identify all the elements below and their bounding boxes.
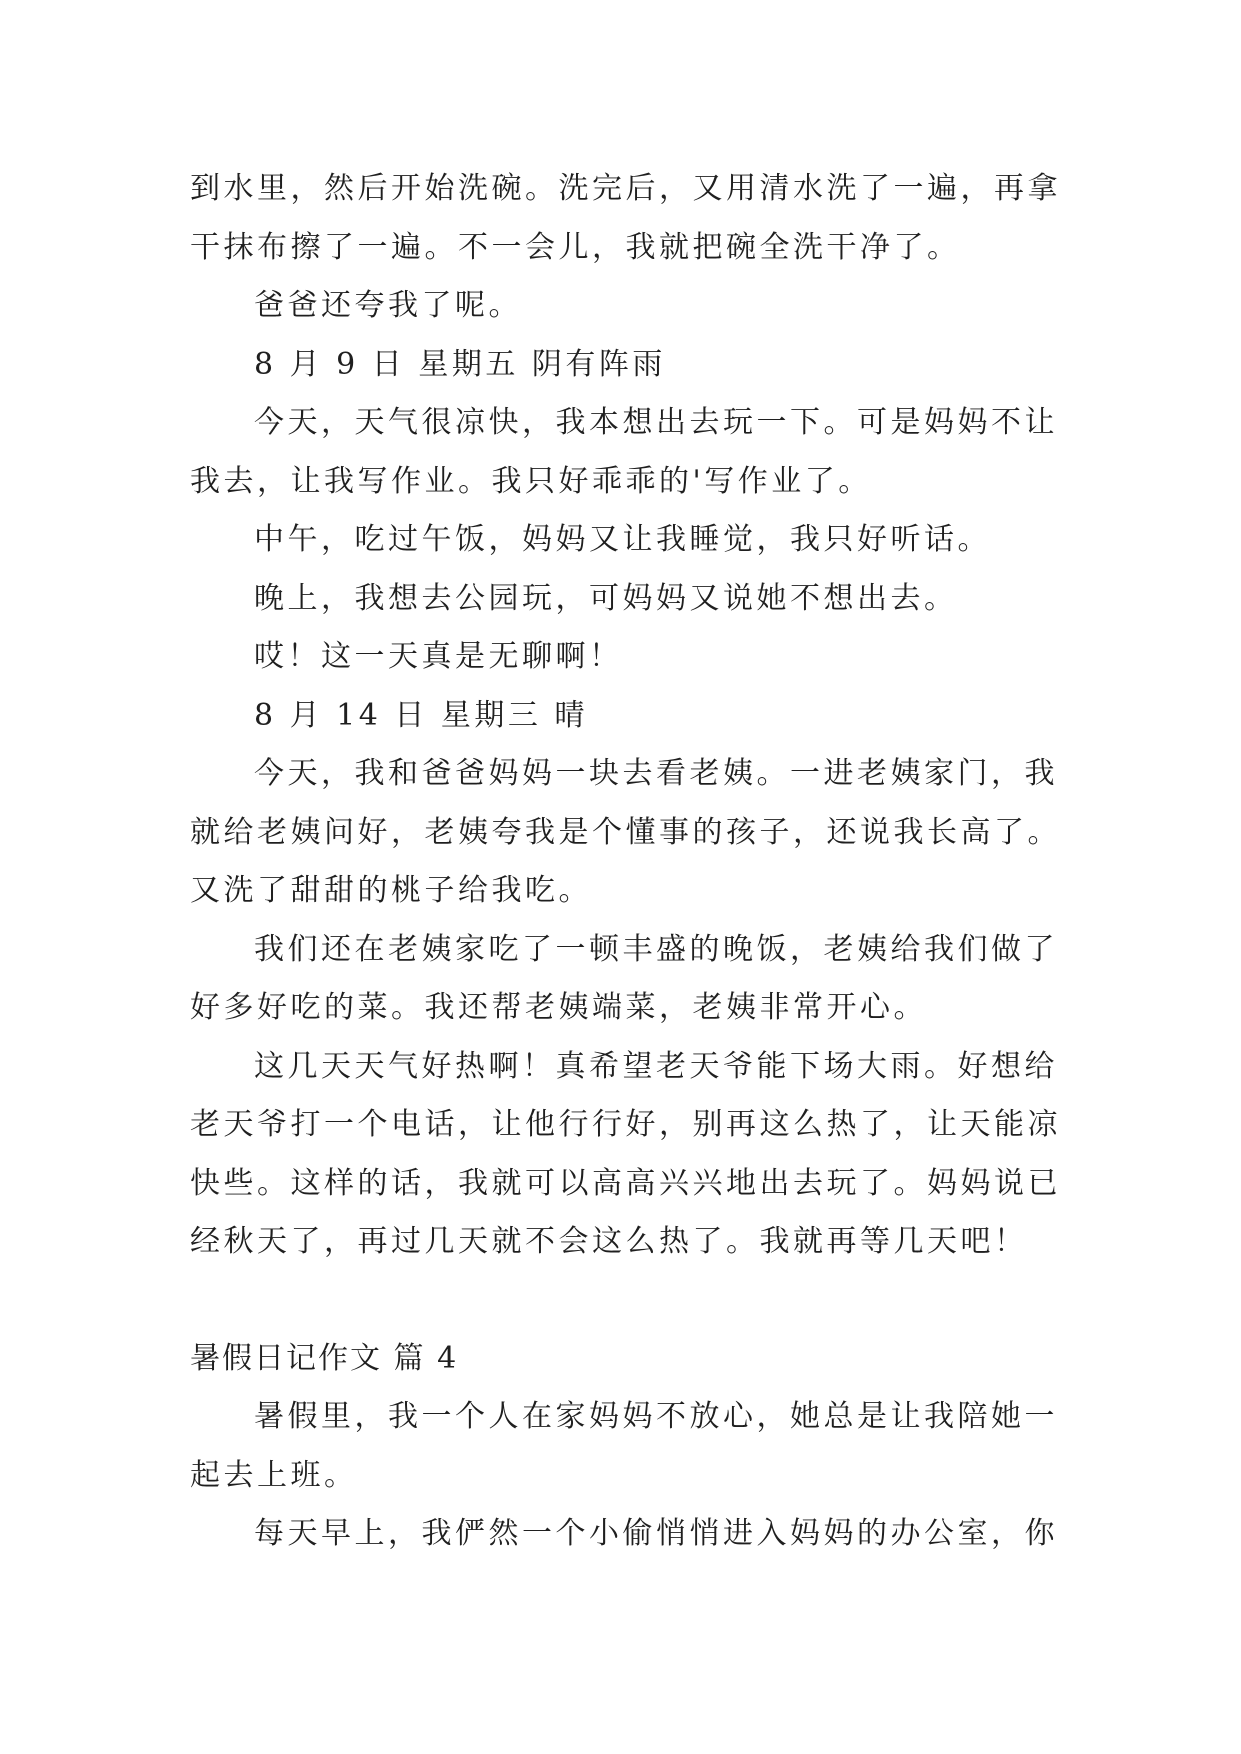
diary-date-aug-14: 8 月 14 日 星期三 晴 <box>254 697 588 733</box>
paragraph-boring-day: 哎！这一天真是无聊啊！ <box>254 639 623 674</box>
paragraph-visit-aunt: 今天，我和爸爸妈妈一块去看老姨。一进老姨家门，我就给老姨问好，老姨夸我是个懂事的孩子，还说我长高了。又洗了甜甜的桃子给我吃。 <box>190 756 1061 908</box>
paragraph-summer-work: 暑假里，我一个人在家妈妈不放心，她总是让我陪她一起去上班。 <box>190 1399 1058 1493</box>
paragraph-dad-praise: 爸爸还夸我了呢。 <box>254 288 522 323</box>
paragraph-every-morning: 每天早上，我俨然一个小偷悄悄进入妈妈的办公室，你 <box>254 1516 1058 1551</box>
paragraph-dishwashing: 到水里，然后开始洗碗。洗完后，又用清水洗了一遍，再拿干抹布擦了一遍。不一会儿，我就把碗全洗干净了。 <box>190 171 1061 265</box>
document-body <box>190 160 1070 1564</box>
section-title: 暑假日记作文 篇 4 <box>190 1340 459 1376</box>
section-spacer <box>190 1272 1070 1330</box>
paragraph-noon-nap: 中午，吃过午饭，妈妈又让我睡觉，我只好听话。 <box>254 522 991 557</box>
paragraph-evening-park: 晚上，我想去公园玩，可妈妈又说她不想出去。 <box>254 580 958 616</box>
diary-date-aug-9: 8 月 9 日 星期五 阴有阵雨 <box>254 346 666 382</box>
paragraph-dinner-aunt: 我们还在老姨家吃了一顿丰盛的晚饭，老姨给我们做了好多好吃的菜。我还帮老姨端菜，老姨非常开心。 <box>190 931 1058 1025</box>
paragraph-hot-weather: 这几天天气好热啊！真希望老天爷能下场大雨。好想给老天爷打一个电话，让他行行好，别再这么热了，让天能凉快些。这样的话，我就可以高高兴兴地出去玩了。妈妈说已经秋天了，再过几天就不会这么热了。我就再等几天吧！ <box>190 1048 1061 1259</box>
paragraph-cool-weather: 今天，天气很凉快，我本想出去玩一下。可是妈妈不让我去，让我写作业。我只好乖乖的'写作业了。 <box>190 405 1058 499</box>
